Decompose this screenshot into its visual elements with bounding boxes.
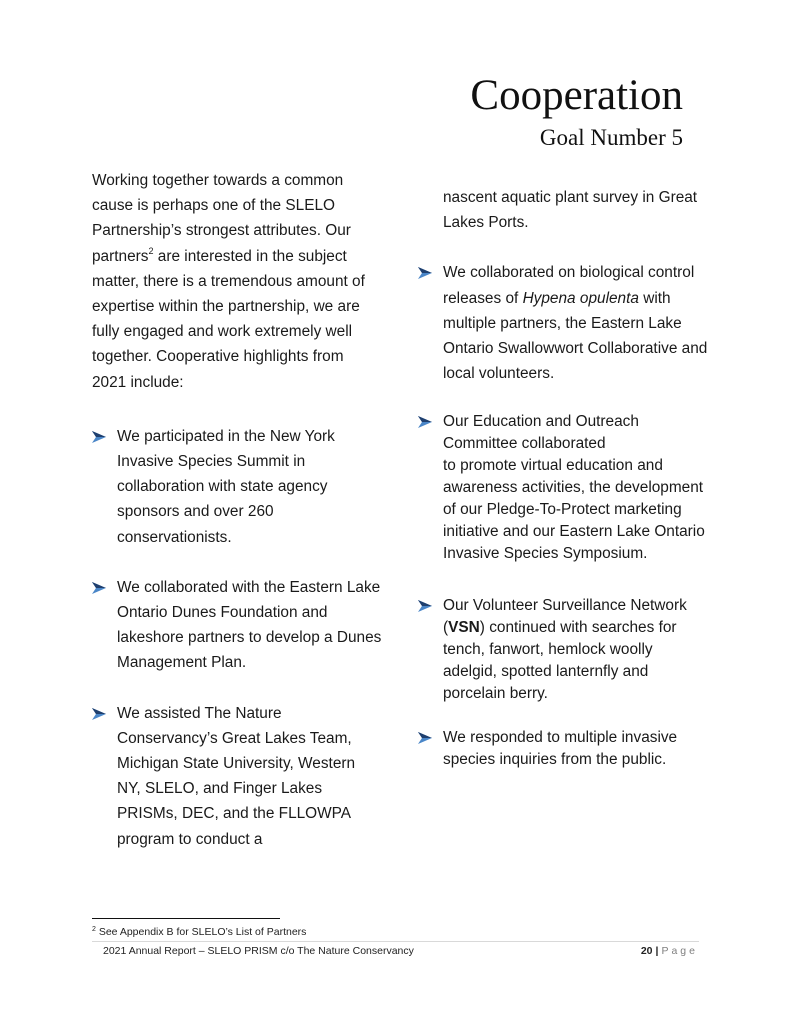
footer-divider (92, 941, 699, 942)
intro-text-1: Working together towards a common cause is perhaps one of the SLELO Partnership’s strongest attributes. Our partners (92, 172, 351, 265)
bullet-text: ) continued with searches for tench, fanwort, hemlock woolly adelgid, spotted lanternfly and porcelain berry. (443, 619, 677, 703)
page-title: Cooperation (470, 72, 683, 119)
footnote-divider (92, 918, 280, 919)
arrow-bullet-icon (418, 732, 432, 744)
arrow-bullet-icon (418, 600, 432, 612)
bullet-text: to promote virtual education and awareness activities, the development of our Pledge-To-Protect marketing initiative and our Eastern Lake Ontario Invasive Species Symposium. (443, 457, 705, 563)
bullet-text: Our Volunteer Surveillance Network ( (443, 597, 687, 637)
page-number: 20 (640, 945, 653, 957)
bullet-continuation: nascent aquatic plant survey in Great Lakes Ports. (443, 189, 698, 232)
footnote-text: See Appendix B for SLELO’s List of Partners (95, 926, 307, 938)
bullet-text: We assisted The Nature Conservancy’s Great Lakes Team, Michigan State University, Western NY, SLELO, and Finger Lakes PRISMs, DEC, and the FLLOWPA program to conduct a (117, 704, 356, 848)
bullet-item (418, 595, 708, 705)
footnote-reference[interactable]: 2 (148, 245, 154, 256)
right-column (418, 185, 708, 771)
arrow-bullet-icon (92, 582, 106, 594)
intro-text-2: are interested in the subject matter, there is a tremendous amount of expertise within the partnership, we are fully engaged and work extremely well together. Cooperative highlights from 2021 include: (92, 247, 365, 391)
footnote (92, 926, 306, 938)
footnote-marker: 2 (92, 926, 96, 933)
page-label: Page (661, 945, 698, 957)
bullet-item (418, 411, 708, 565)
arrow-bullet-icon (92, 431, 106, 443)
arrow-bullet-icon (418, 416, 432, 428)
arrow-bullet-icon (418, 267, 432, 279)
bullet-item (418, 727, 708, 771)
acronym-vsn: VSN (448, 619, 480, 637)
bullet-item (92, 701, 382, 852)
footer-report-title: 2021 Annual Report – SLELO PRISM c/o The Nature Conservancy (103, 945, 414, 957)
arrow-bullet-icon (92, 708, 106, 720)
page-subtitle: Goal Number 5 (539, 125, 683, 150)
page-separator: | (655, 945, 659, 957)
bullet-text: Our Education and Outreach Committee collaborated (443, 413, 639, 453)
bullet-text: We collaborated on biological control releases of (443, 264, 695, 307)
footer-page-number (641, 945, 698, 957)
bullet-text: We participated in the New York Invasive Species Summit in collaboration with state agency sponsors and over 260 conservationists. (117, 427, 335, 546)
bullet-item (92, 424, 382, 550)
bullet-item (92, 575, 382, 676)
bullet-text: with multiple partners, the Eastern Lake Ontario Swallowwort Collaborative and local volunteers. (443, 289, 708, 383)
species-name: Hypena opulenta (522, 289, 639, 307)
intro-paragraph (92, 168, 382, 395)
bullet-text: We collaborated with the Eastern Lake Ontario Dunes Foundation and lakeshore partners to develop a Dunes Management Plan. (117, 578, 382, 672)
left-column (92, 168, 382, 852)
bullet-text: We responded to multiple invasive species inquiries from the public. (443, 729, 678, 769)
bullet-item (418, 260, 708, 386)
